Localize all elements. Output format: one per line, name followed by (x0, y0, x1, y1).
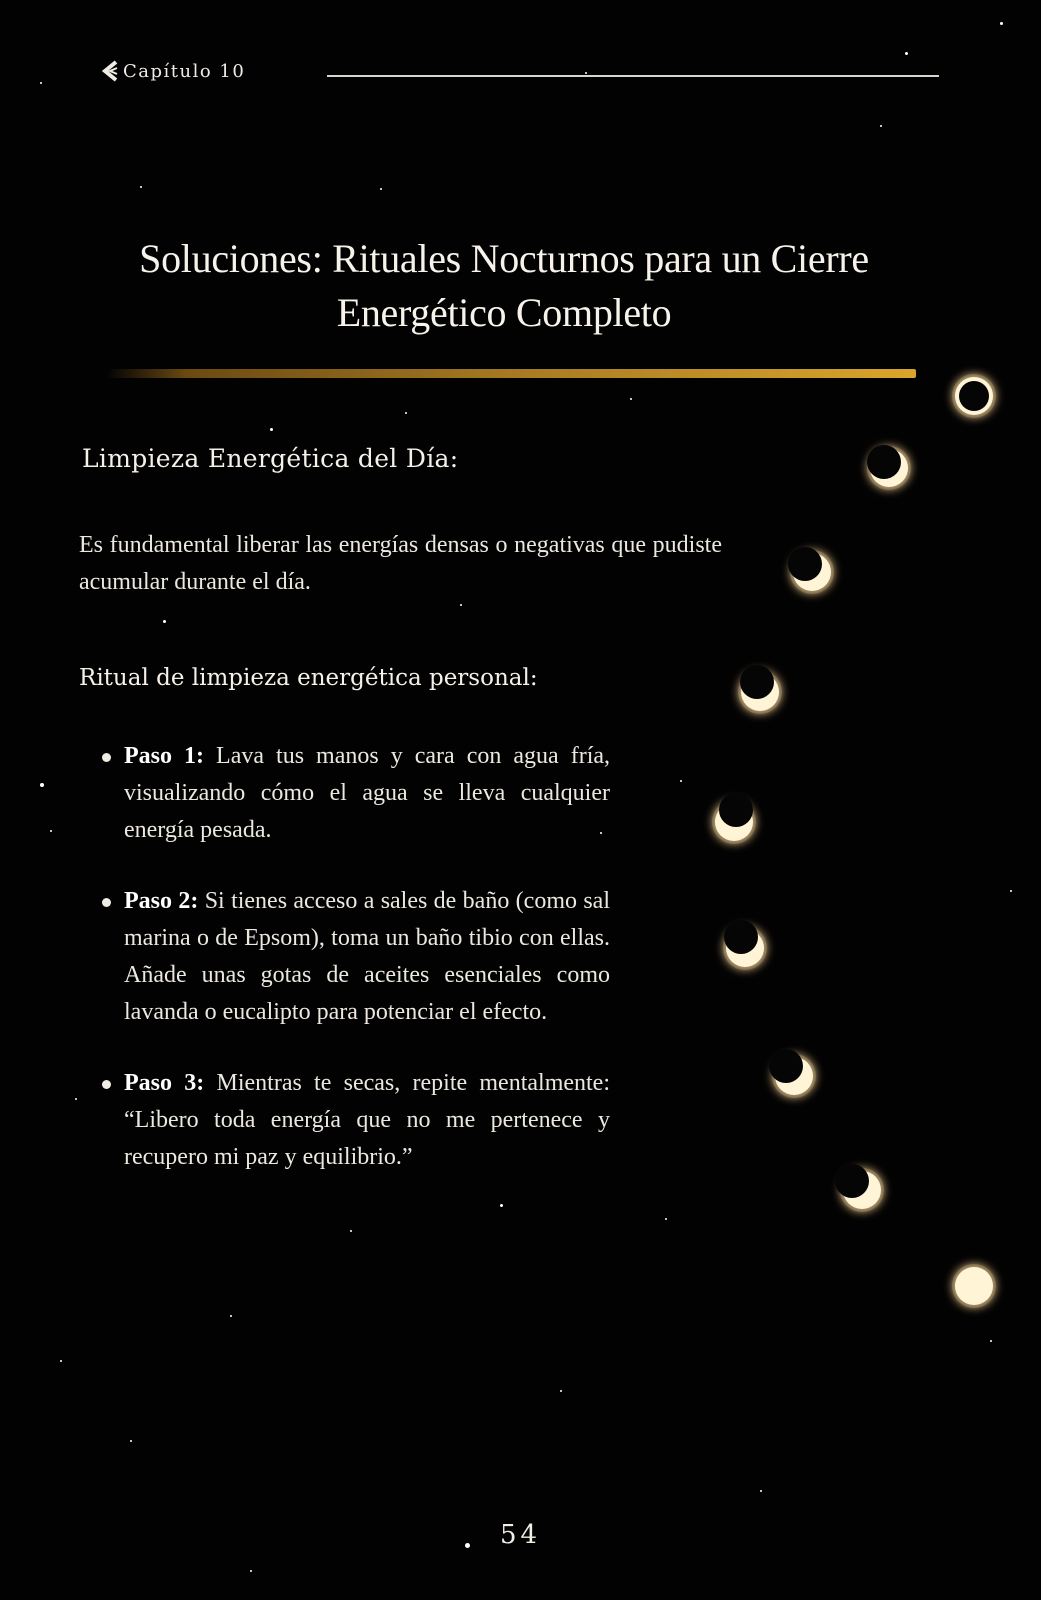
page-title (100, 232, 908, 340)
star (1000, 22, 1003, 25)
section-heading: Limpieza Energética del Día: (82, 444, 459, 473)
star (380, 188, 382, 190)
star (130, 1440, 132, 1442)
star (75, 1098, 77, 1100)
star (40, 82, 42, 84)
star (680, 780, 682, 782)
page-number: 54 (500, 1520, 542, 1550)
star (350, 1230, 352, 1232)
star (163, 620, 166, 623)
steps-list (90, 738, 610, 1176)
chapter-header (99, 60, 245, 82)
eclipse-phase-icon (712, 793, 756, 844)
step-label: Paso 2: (124, 888, 199, 914)
star (50, 830, 52, 832)
bullet-icon (102, 898, 111, 907)
star (905, 52, 908, 55)
star (270, 428, 273, 431)
star (40, 783, 44, 787)
star (880, 125, 882, 127)
eclipse-phase-icon (738, 665, 782, 714)
step-text: Lava tus manos y cara con agua fría, visualizando cómo el agua se lleva cualquier energía pesada. (124, 743, 611, 843)
star (500, 1204, 503, 1207)
intro-paragraph: Es fundamental liberar las energías densas o negativas que pudiste acumular durante el día. (79, 532, 722, 595)
star (665, 1218, 667, 1220)
page-title-line-1: Soluciones: Rituales Nocturnos para un Cierre (139, 236, 869, 281)
star (405, 412, 407, 414)
star (585, 72, 587, 74)
header-divider (327, 75, 939, 77)
ritual-heading: Ritual de limpieza energética personal: (79, 665, 538, 691)
bullet-icon (102, 753, 111, 762)
eclipse-layer (712, 374, 996, 1308)
eclipse-phase-icon (788, 547, 834, 594)
star (760, 1490, 762, 1492)
eclipse-phase-icon (952, 374, 996, 418)
eclipse-phase-icon (952, 1264, 996, 1308)
star (460, 604, 462, 606)
star (60, 1360, 62, 1362)
page-title-line-2: Energético Completo (336, 290, 672, 335)
eclipse-phase-icon (835, 1164, 884, 1212)
star (250, 1570, 252, 1572)
star (630, 398, 632, 400)
bullet-icon (102, 1080, 111, 1089)
gold-divider (106, 369, 916, 378)
chapter-label: Capítulo 10 (123, 60, 246, 82)
list-item (90, 883, 610, 1031)
eclipse-phase-icon (723, 920, 767, 970)
star (1010, 890, 1012, 892)
step-text: Si tienes acceso a sales de baño (como sal marina o de Epsom), toma un baño tibio con ellas. Añade unas gotas de aceites esenciales como lavanda o eucalipto para potenciar el efecto. (124, 888, 611, 1025)
star (465, 1543, 470, 1548)
step-label: Paso 1: (124, 743, 205, 769)
star (140, 186, 142, 188)
eclipse-phase-icon (867, 445, 911, 490)
step-label: Paso 3: (124, 1070, 205, 1096)
chevron-left-icon (99, 60, 119, 82)
list-item (90, 738, 610, 849)
star (230, 1315, 232, 1317)
list-item (90, 1065, 610, 1176)
star (990, 1340, 992, 1342)
step-text: Mientras te secas, repite mentalmente: “Libero toda energía que no me pertenece y recupero mi paz y equilibrio.” (124, 1070, 610, 1170)
eclipse-phase-icon (769, 1049, 816, 1098)
star (560, 1390, 562, 1392)
